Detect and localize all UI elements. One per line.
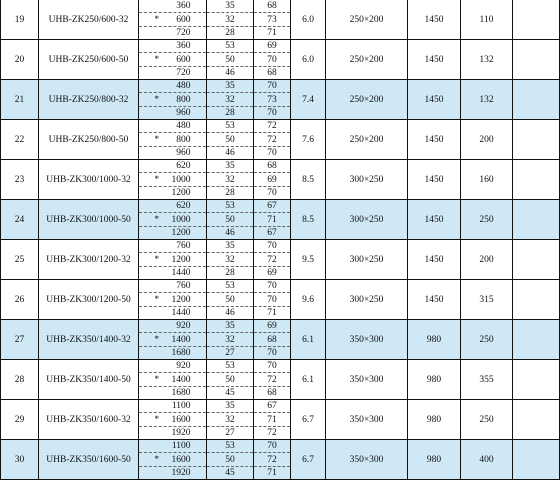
value-c: 72 bbox=[254, 120, 291, 133]
speed-value: 1200 bbox=[171, 188, 191, 198]
speed-value: 1400 bbox=[171, 375, 191, 385]
row-number: 19 bbox=[1, 0, 39, 40]
blank-cell bbox=[513, 280, 560, 320]
value-f: 132 bbox=[461, 40, 513, 80]
value-b: 28 bbox=[207, 27, 254, 40]
value-b: 50 bbox=[207, 453, 254, 467]
speed-cell bbox=[139, 120, 207, 133]
value-e: 980 bbox=[408, 360, 461, 400]
value-c: 73 bbox=[254, 13, 291, 27]
value-c: 72 bbox=[254, 427, 291, 440]
speed-value: 800 bbox=[176, 95, 191, 105]
table-row bbox=[1, 0, 560, 13]
speed-cell bbox=[139, 280, 207, 293]
value-c: 71 bbox=[254, 413, 291, 427]
table-row bbox=[1, 280, 560, 293]
speed-value: 760 bbox=[176, 241, 191, 251]
speed-value: 1440 bbox=[171, 268, 191, 278]
size-value: 350×300 bbox=[326, 440, 408, 480]
speed-value: 600 bbox=[176, 55, 191, 65]
value-b: 53 bbox=[207, 200, 254, 213]
speed-value: 720 bbox=[176, 68, 191, 78]
model-name: UHB-ZK350/1400-32 bbox=[39, 320, 139, 360]
speed-cell bbox=[139, 67, 207, 80]
star-mark: * bbox=[154, 174, 159, 184]
value-c: 71 bbox=[254, 307, 291, 320]
speed-value: 1000 bbox=[171, 175, 191, 185]
row-number: 29 bbox=[1, 400, 39, 440]
value-d: 6.1 bbox=[291, 320, 326, 360]
speed-cell bbox=[139, 453, 207, 467]
row-number: 30 bbox=[1, 440, 39, 480]
value-f: 110 bbox=[461, 0, 513, 40]
model-name: UHB-ZK250/800-32 bbox=[39, 80, 139, 120]
speed-value: 1100 bbox=[171, 401, 191, 411]
star-mark: * bbox=[154, 54, 159, 64]
value-e: 1450 bbox=[408, 200, 461, 240]
speed-cell bbox=[139, 320, 207, 333]
value-c: 67 bbox=[254, 227, 291, 240]
value-d: 9.5 bbox=[291, 240, 326, 280]
value-d: 6.7 bbox=[291, 400, 326, 440]
value-d: 6.7 bbox=[291, 440, 326, 480]
model-name: UHB-ZK300/1200-50 bbox=[39, 280, 139, 320]
value-b: 35 bbox=[207, 80, 254, 93]
speed-value: 600 bbox=[176, 15, 191, 25]
value-c: 70 bbox=[254, 187, 291, 200]
model-name: UHB-ZK250/800-50 bbox=[39, 120, 139, 160]
value-b: 53 bbox=[207, 360, 254, 373]
size-value: 350×300 bbox=[326, 360, 408, 400]
value-b: 46 bbox=[207, 147, 254, 160]
speed-value: 920 bbox=[176, 361, 191, 371]
value-d: 6.0 bbox=[291, 40, 326, 80]
value-b: 50 bbox=[207, 133, 254, 147]
value-c: 68 bbox=[254, 160, 291, 173]
speed-cell bbox=[139, 213, 207, 227]
value-f: 355 bbox=[461, 360, 513, 400]
speed-cell bbox=[139, 253, 207, 267]
speed-cell bbox=[139, 0, 207, 13]
value-f: 250 bbox=[461, 320, 513, 360]
speed-cell bbox=[139, 173, 207, 187]
size-value: 250×200 bbox=[326, 40, 408, 80]
star-mark: * bbox=[154, 254, 159, 264]
model-name: UHB-ZK350/1400-50 bbox=[39, 360, 139, 400]
value-b: 28 bbox=[207, 267, 254, 280]
speed-value: 480 bbox=[176, 81, 191, 91]
value-d: 6.1 bbox=[291, 360, 326, 400]
value-c: 71 bbox=[254, 27, 291, 40]
row-number: 22 bbox=[1, 120, 39, 160]
model-name: UHB-ZK300/1000-32 bbox=[39, 160, 139, 200]
speed-cell bbox=[139, 440, 207, 453]
value-c: 68 bbox=[254, 0, 291, 13]
value-b: 32 bbox=[207, 413, 254, 427]
value-e: 1450 bbox=[408, 80, 461, 120]
value-b: 35 bbox=[207, 400, 254, 413]
value-d: 9.6 bbox=[291, 280, 326, 320]
speed-cell bbox=[139, 307, 207, 320]
speed-cell bbox=[139, 373, 207, 387]
star-mark: * bbox=[154, 94, 159, 104]
value-c: 72 bbox=[254, 373, 291, 387]
size-value: 250×200 bbox=[326, 120, 408, 160]
value-d: 6.0 bbox=[291, 0, 326, 40]
speed-value: 1400 bbox=[171, 335, 191, 345]
blank-cell bbox=[513, 200, 560, 240]
star-mark: * bbox=[154, 374, 159, 384]
value-e: 1450 bbox=[408, 120, 461, 160]
speed-cell bbox=[139, 160, 207, 173]
value-b: 32 bbox=[207, 173, 254, 187]
speed-value: 620 bbox=[176, 201, 191, 211]
value-c: 70 bbox=[254, 440, 291, 453]
value-b: 27 bbox=[207, 427, 254, 440]
value-e: 980 bbox=[408, 400, 461, 440]
speed-value: 1920 bbox=[171, 428, 191, 438]
speed-value: 920 bbox=[176, 321, 191, 331]
value-d: 7.6 bbox=[291, 120, 326, 160]
speed-cell bbox=[139, 93, 207, 107]
size-value: 250×200 bbox=[326, 0, 408, 40]
speed-cell bbox=[139, 133, 207, 147]
speed-value: 1600 bbox=[171, 455, 191, 465]
speed-cell bbox=[139, 53, 207, 67]
table-body bbox=[1, 0, 560, 480]
value-c: 68 bbox=[254, 67, 291, 80]
size-value: 300×250 bbox=[326, 280, 408, 320]
speed-value: 960 bbox=[176, 148, 191, 158]
model-name: UHB-ZK350/1600-50 bbox=[39, 440, 139, 480]
speed-cell bbox=[139, 187, 207, 200]
speed-value: 1680 bbox=[171, 388, 191, 398]
value-b: 50 bbox=[207, 293, 254, 307]
speed-value: 800 bbox=[176, 135, 191, 145]
value-c: 69 bbox=[254, 173, 291, 187]
row-number: 20 bbox=[1, 40, 39, 80]
speed-value: 720 bbox=[176, 28, 191, 38]
value-c: 68 bbox=[254, 387, 291, 400]
size-value: 300×250 bbox=[326, 240, 408, 280]
value-f: 132 bbox=[461, 80, 513, 120]
value-b: 27 bbox=[207, 347, 254, 360]
star-mark: * bbox=[154, 334, 159, 344]
value-b: 53 bbox=[207, 280, 254, 293]
value-e: 1450 bbox=[408, 240, 461, 280]
speed-value: 1200 bbox=[171, 228, 191, 238]
model-name: UHB-ZK250/600-50 bbox=[39, 40, 139, 80]
size-value: 250×200 bbox=[326, 80, 408, 120]
speed-cell bbox=[139, 240, 207, 253]
size-value: 300×250 bbox=[326, 200, 408, 240]
value-b: 46 bbox=[207, 227, 254, 240]
value-c: 72 bbox=[254, 453, 291, 467]
value-b: 50 bbox=[207, 53, 254, 67]
speed-cell bbox=[139, 347, 207, 360]
value-c: 67 bbox=[254, 200, 291, 213]
size-value: 350×300 bbox=[326, 400, 408, 440]
row-number: 24 bbox=[1, 200, 39, 240]
value-e: 980 bbox=[408, 440, 461, 480]
value-c: 70 bbox=[254, 107, 291, 120]
model-name: UHB-ZK350/1600-32 bbox=[39, 400, 139, 440]
table-row bbox=[1, 240, 560, 253]
table-row bbox=[1, 440, 560, 453]
value-b: 50 bbox=[207, 373, 254, 387]
row-number: 28 bbox=[1, 360, 39, 400]
blank-cell bbox=[513, 400, 560, 440]
speed-value: 620 bbox=[176, 161, 191, 171]
speed-cell bbox=[139, 267, 207, 280]
star-mark: * bbox=[154, 214, 159, 224]
star-mark: * bbox=[154, 414, 159, 424]
blank-cell bbox=[513, 440, 560, 480]
value-c: 67 bbox=[254, 400, 291, 413]
star-mark: * bbox=[154, 454, 159, 464]
value-f: 250 bbox=[461, 400, 513, 440]
value-d: 7.4 bbox=[291, 80, 326, 120]
value-b: 53 bbox=[207, 120, 254, 133]
value-c: 70 bbox=[254, 280, 291, 293]
speed-cell bbox=[139, 147, 207, 160]
speed-cell bbox=[139, 107, 207, 120]
speed-value: 1200 bbox=[171, 255, 191, 265]
speed-value: 1920 bbox=[171, 468, 191, 478]
table-row bbox=[1, 160, 560, 173]
value-b: 32 bbox=[207, 333, 254, 347]
blank-cell bbox=[513, 240, 560, 280]
value-f: 160 bbox=[461, 160, 513, 200]
table-row bbox=[1, 320, 560, 333]
blank-cell bbox=[513, 360, 560, 400]
value-c: 72 bbox=[254, 133, 291, 147]
value-f: 200 bbox=[461, 120, 513, 160]
blank-cell bbox=[513, 80, 560, 120]
value-e: 1450 bbox=[408, 40, 461, 80]
row-number: 23 bbox=[1, 160, 39, 200]
value-d: 8.5 bbox=[291, 160, 326, 200]
row-number: 25 bbox=[1, 240, 39, 280]
value-e: 1450 bbox=[408, 0, 461, 40]
value-c: 70 bbox=[254, 240, 291, 253]
speed-cell bbox=[139, 413, 207, 427]
blank-cell bbox=[513, 160, 560, 200]
blank-cell bbox=[513, 120, 560, 160]
value-e: 980 bbox=[408, 320, 461, 360]
speed-cell bbox=[139, 27, 207, 40]
row-number: 21 bbox=[1, 80, 39, 120]
value-c: 70 bbox=[254, 147, 291, 160]
value-c: 73 bbox=[254, 93, 291, 107]
speed-cell bbox=[139, 427, 207, 440]
model-name: UHB-ZK300/1200-32 bbox=[39, 240, 139, 280]
speed-cell bbox=[139, 227, 207, 240]
value-c: 72 bbox=[254, 253, 291, 267]
speed-value: 360 bbox=[176, 1, 191, 11]
table-row bbox=[1, 360, 560, 373]
speed-cell bbox=[139, 200, 207, 213]
table-row bbox=[1, 200, 560, 213]
row-number: 27 bbox=[1, 320, 39, 360]
value-b: 35 bbox=[207, 0, 254, 13]
speed-cell bbox=[139, 13, 207, 27]
value-b: 46 bbox=[207, 67, 254, 80]
speed-value: 760 bbox=[176, 281, 191, 291]
speed-value: 960 bbox=[176, 108, 191, 118]
speed-cell bbox=[139, 400, 207, 413]
row-number: 26 bbox=[1, 280, 39, 320]
speed-value: 1000 bbox=[171, 215, 191, 225]
value-c: 70 bbox=[254, 347, 291, 360]
blank-cell bbox=[513, 0, 560, 40]
value-c: 71 bbox=[254, 213, 291, 227]
value-c: 70 bbox=[254, 293, 291, 307]
value-c: 68 bbox=[254, 333, 291, 347]
value-f: 250 bbox=[461, 200, 513, 240]
value-c: 71 bbox=[254, 467, 291, 480]
speed-value: 1100 bbox=[171, 441, 191, 451]
table-row bbox=[1, 400, 560, 413]
value-c: 70 bbox=[254, 53, 291, 67]
value-f: 315 bbox=[461, 280, 513, 320]
value-b: 45 bbox=[207, 387, 254, 400]
value-c: 69 bbox=[254, 40, 291, 53]
value-d: 8.5 bbox=[291, 200, 326, 240]
value-c: 69 bbox=[254, 320, 291, 333]
speed-cell bbox=[139, 387, 207, 400]
size-value: 300×250 bbox=[326, 160, 408, 200]
value-b: 32 bbox=[207, 93, 254, 107]
star-mark: * bbox=[154, 294, 159, 304]
value-b: 53 bbox=[207, 40, 254, 53]
speed-cell bbox=[139, 333, 207, 347]
blank-cell bbox=[513, 320, 560, 360]
table-row bbox=[1, 120, 560, 133]
model-name: UHB-ZK250/600-32 bbox=[39, 0, 139, 40]
speed-cell bbox=[139, 360, 207, 373]
value-b: 45 bbox=[207, 467, 254, 480]
speed-value: 360 bbox=[176, 41, 191, 51]
table-row bbox=[1, 40, 560, 53]
value-b: 50 bbox=[207, 213, 254, 227]
value-c: 70 bbox=[254, 80, 291, 93]
value-c: 70 bbox=[254, 360, 291, 373]
speed-cell bbox=[139, 40, 207, 53]
speed-value: 1200 bbox=[171, 295, 191, 305]
value-b: 35 bbox=[207, 160, 254, 173]
speed-cell bbox=[139, 293, 207, 307]
value-e: 1450 bbox=[408, 160, 461, 200]
value-b: 35 bbox=[207, 320, 254, 333]
value-b: 28 bbox=[207, 107, 254, 120]
value-b: 35 bbox=[207, 240, 254, 253]
value-b: 32 bbox=[207, 13, 254, 27]
value-c: 69 bbox=[254, 267, 291, 280]
star-mark: * bbox=[154, 14, 159, 24]
value-b: 53 bbox=[207, 440, 254, 453]
value-b: 32 bbox=[207, 253, 254, 267]
speed-value: 1440 bbox=[171, 308, 191, 318]
speed-value: 480 bbox=[176, 121, 191, 131]
star-mark: * bbox=[154, 134, 159, 144]
speed-value: 1680 bbox=[171, 348, 191, 358]
speed-value: 1600 bbox=[171, 415, 191, 425]
value-b: 28 bbox=[207, 187, 254, 200]
speed-cell bbox=[139, 80, 207, 93]
value-f: 200 bbox=[461, 240, 513, 280]
blank-cell bbox=[513, 40, 560, 80]
size-value: 350×300 bbox=[326, 320, 408, 360]
value-f: 400 bbox=[461, 440, 513, 480]
value-e: 1450 bbox=[408, 280, 461, 320]
table-row bbox=[1, 80, 560, 93]
value-b: 46 bbox=[207, 307, 254, 320]
model-name: UHB-ZK300/1000-50 bbox=[39, 200, 139, 240]
